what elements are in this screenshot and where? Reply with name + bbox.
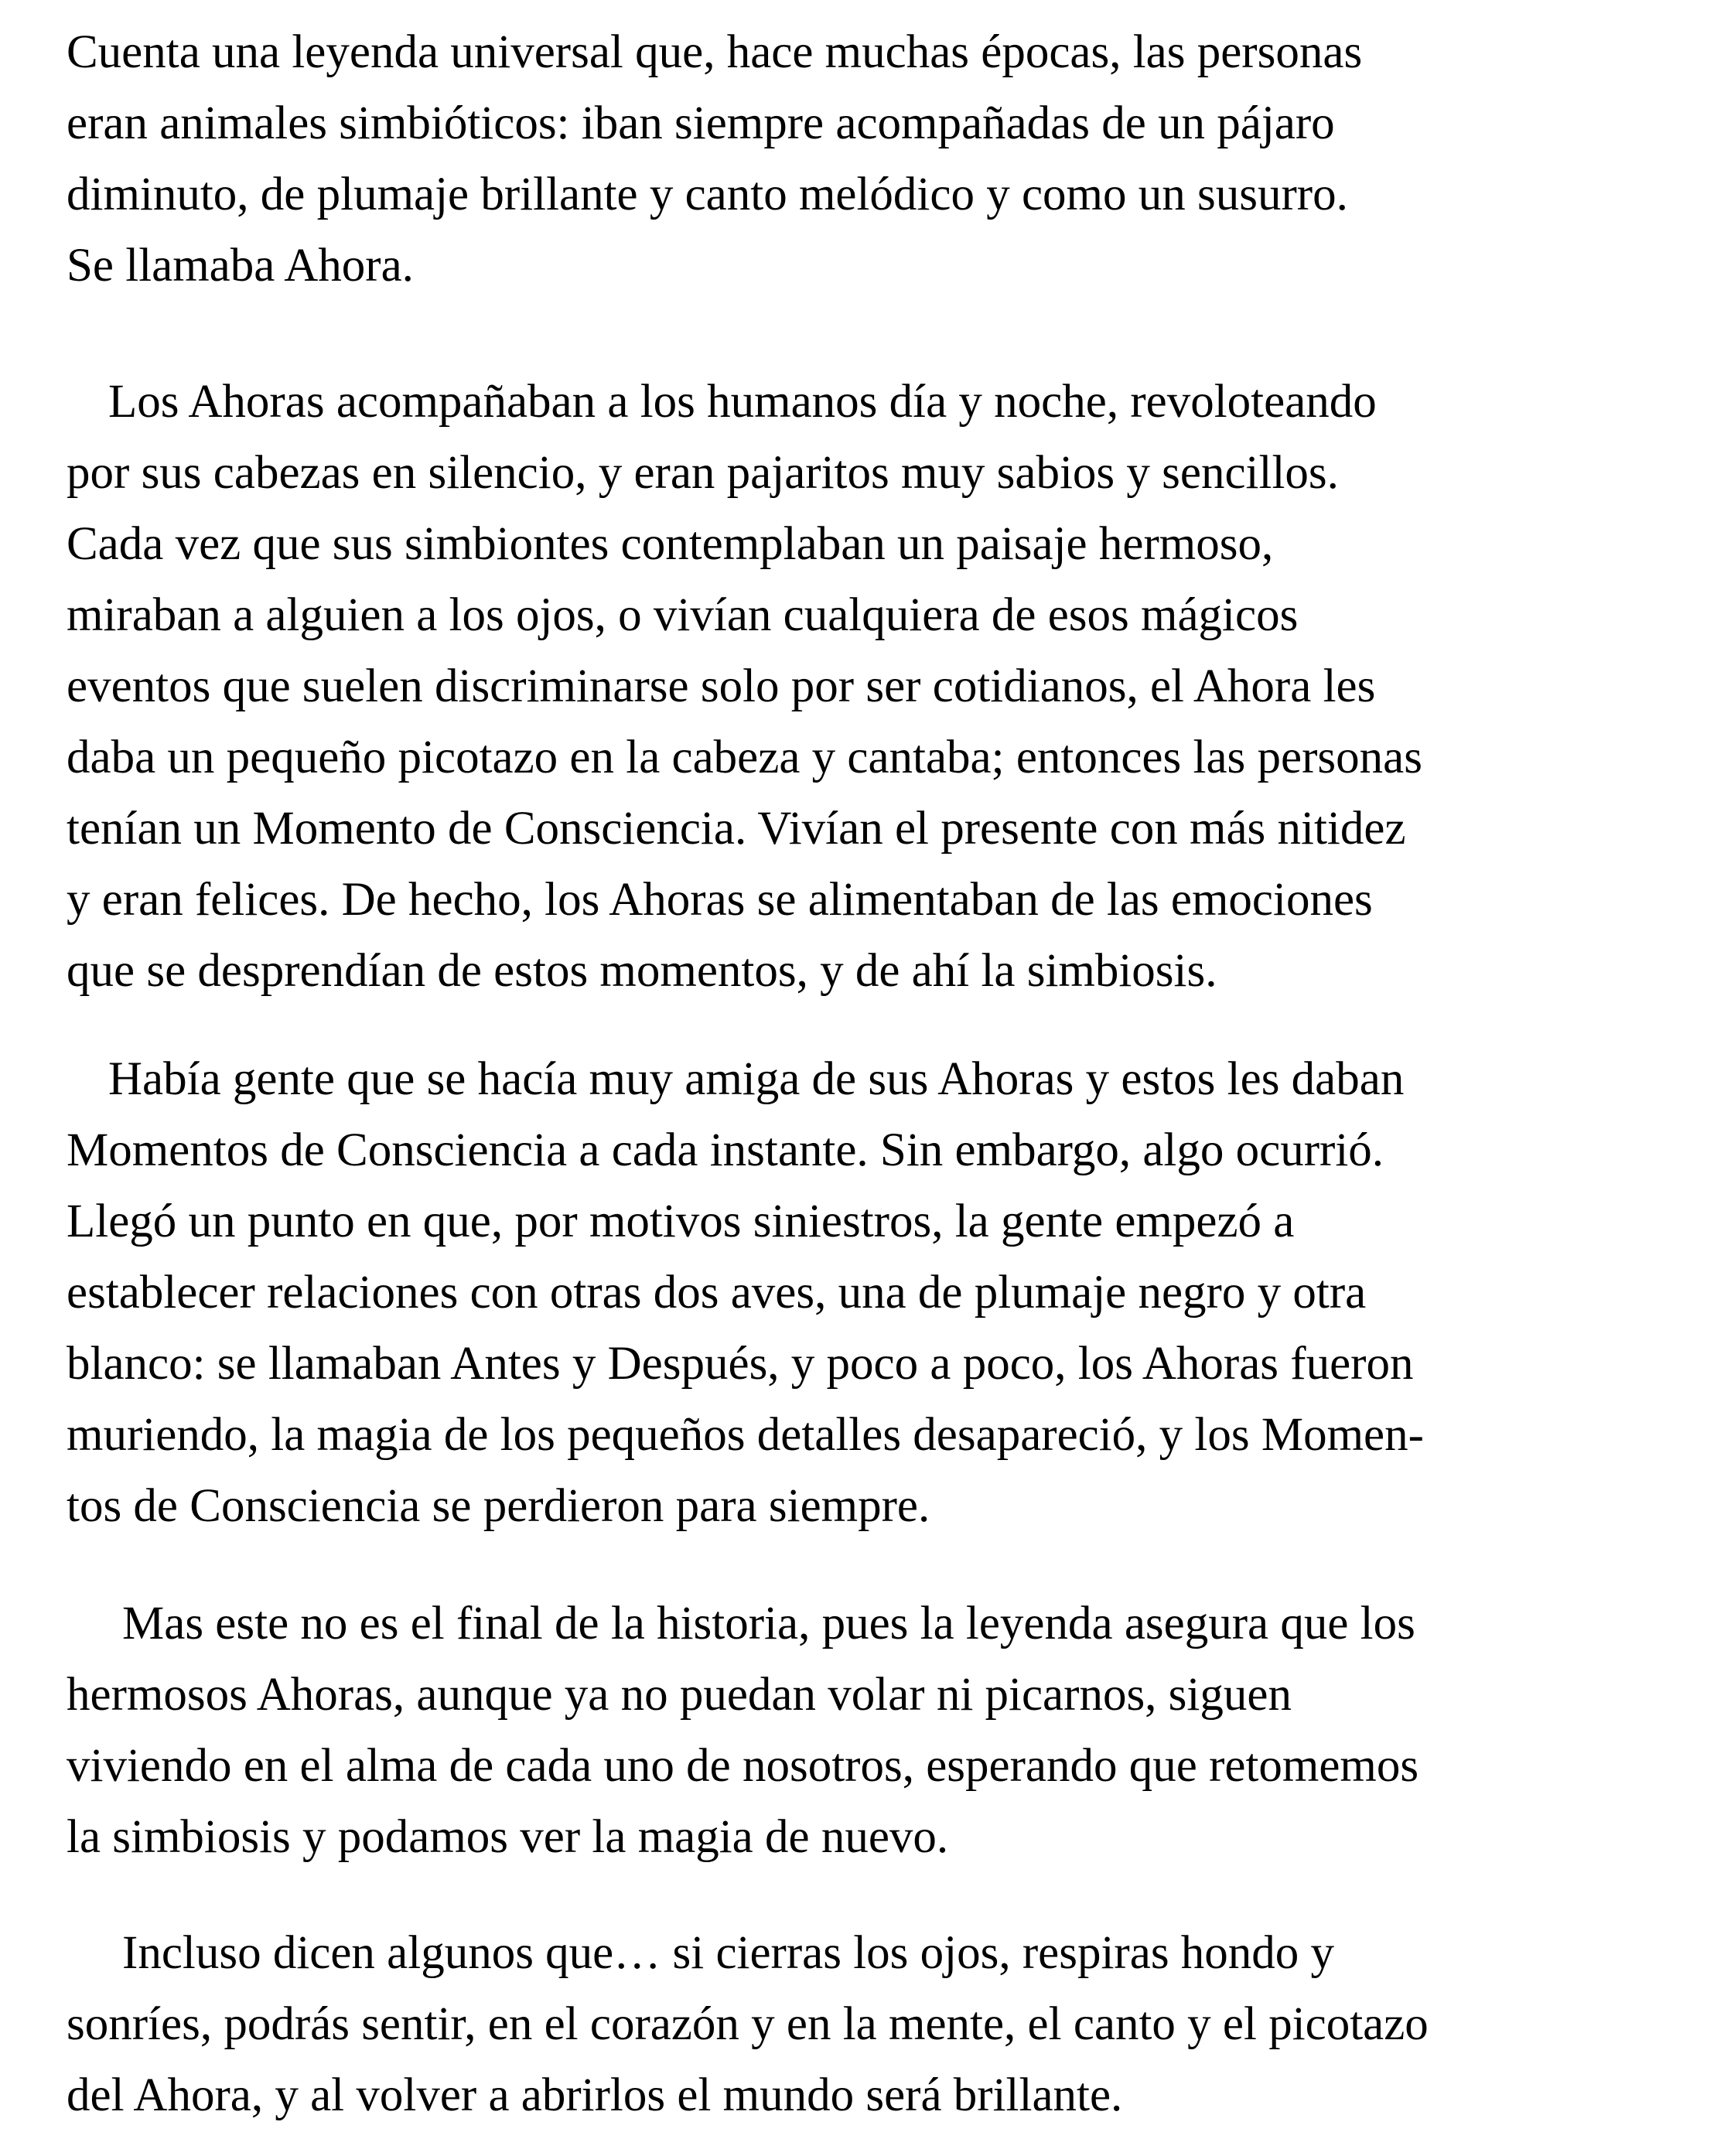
text-line: blanco: se llamaban Antes y Después, y poco a poco, los Ahoras fueron	[67, 1338, 1414, 1390]
text-line: Cuenta una leyenda universal que, hace muchas épocas, las personas	[67, 26, 1363, 78]
text-line: Llegó un punto en que, por motivos siniestros, la gente empezó a	[67, 1196, 1295, 1247]
text-line: Se llamaba Ahora.	[67, 240, 414, 292]
text-line: establecer relaciones con otras dos aves, una de plumaje negro y otra	[67, 1267, 1367, 1319]
paragraph-1	[67, 17, 1362, 302]
text-line: Los Ahoras acompañaban a los humanos día y noche, revoloteando	[108, 376, 1377, 428]
text-line: daba un pequeño picotazo en la cabeza y cantaba; entonces las personas	[67, 732, 1422, 783]
text-line: eran animales simbióticos: iban siempre acompañadas de un pájaro	[67, 97, 1335, 149]
text-line: diminuto, de plumaje brillante y canto melódico y como un susurro.	[67, 169, 1348, 220]
text-line: Cada vez que sus simbiontes contemplaban un paisaje hermoso,	[67, 518, 1274, 570]
text-line: tos de Consciencia se perdieron para siempre.	[67, 1480, 930, 1532]
text-line: por sus cabezas en silencio, y eran pajaritos muy sabios y sencillos.	[67, 447, 1339, 499]
text-line: Incluso dicen algunos que… si cierras los ojos, respiras hondo y	[122, 1927, 1335, 1979]
text-line: muriendo, la magia de los pequeños detalles desapareció, y los Momen-	[67, 1409, 1424, 1461]
text-line: hermosos Ahoras, aunque ya no puedan volar ni picarnos, siguen	[67, 1669, 1292, 1721]
paragraph-2	[67, 367, 1422, 1007]
text-line: del Ahora, y al volver a abrirlos el mundo será brillante.	[67, 2069, 1123, 2121]
text-line: eventos que suelen discriminarse solo por ser cotidianos, el Ahora les	[67, 660, 1376, 712]
text-line: y eran felices. De hecho, los Ahoras se alimentaban de las emociones	[67, 874, 1373, 926]
text-line: que se desprendían de estos momentos, y de ahí la simbiosis.	[67, 945, 1217, 997]
paragraph-5	[67, 1918, 1429, 2131]
paragraph-3	[67, 1044, 1424, 1542]
paragraph-4	[67, 1588, 1418, 1873]
text-line: miraban a alguien a los ojos, o vivían cualquiera de esos mágicos	[67, 589, 1299, 641]
text-line: la simbiosis y podamos ver la magia de nuevo.	[67, 1811, 949, 1863]
text-line: Mas este no es el final de la historia, pues la leyenda asegura que los	[122, 1598, 1415, 1649]
text-line: Momentos de Consciencia a cada instante. Sin embargo, algo ocurrió.	[67, 1124, 1384, 1176]
text-line: sonríes, podrás sentir, en el corazón y en la mente, el canto y el picotazo	[67, 1998, 1429, 2050]
text-line: viviendo en el alma de cada uno de nosotros, esperando que retomemos	[67, 1740, 1419, 1792]
text-line: tenían un Momento de Consciencia. Vivían el presente con más nitidez	[67, 803, 1406, 855]
text-line: Había gente que se hacía muy amiga de sus Ahoras y estos les daban	[108, 1053, 1405, 1105]
